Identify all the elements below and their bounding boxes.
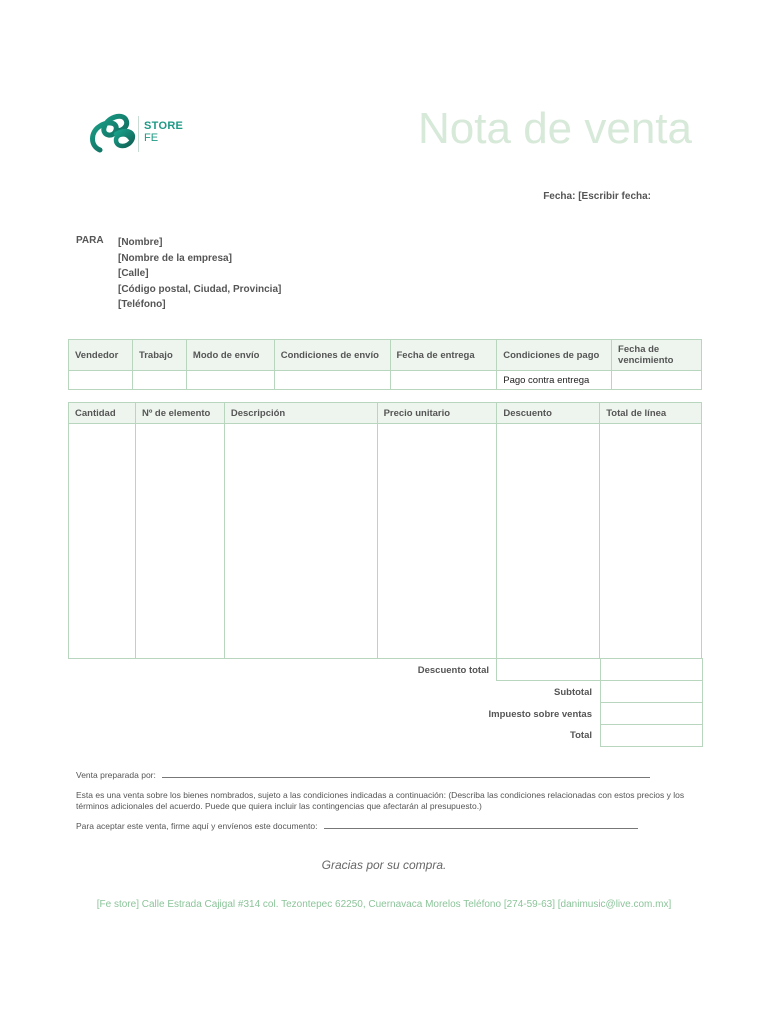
col-modo-envio: Modo de envío (186, 340, 274, 371)
cell-fecha-entrega[interactable] (390, 371, 497, 390)
col-fecha-entrega: Fecha de entrega (390, 340, 497, 371)
subtotal-box[interactable] (600, 680, 703, 703)
shipping-table (68, 339, 702, 390)
footer-contact: [Fe store] Calle Estrada Cajigal #314 col. Tezontepec 62250, Cuernavaca Morelos Teléfono [274-59-63] [danimusic@live.com.mx] (96, 899, 672, 910)
cell-cantidad[interactable] (69, 424, 136, 659)
col-trabajo: Trabajo (132, 340, 186, 371)
cell-fecha-vencimiento[interactable] (612, 371, 702, 390)
col-cantidad: Cantidad (69, 403, 136, 424)
logo-text (144, 120, 183, 144)
accept-label: Para aceptar este venta, firme aquí y envíenos este documento: (76, 821, 318, 831)
descuento-total-box[interactable] (600, 658, 703, 681)
prepared-by-row (76, 770, 676, 780)
shipping-table-header (69, 340, 702, 371)
col-fecha-vencimiento: Fecha de vencimiento (612, 340, 702, 371)
cell-condiciones-pago[interactable]: Pago contra entrega (497, 371, 612, 390)
cell-modo-envio[interactable] (186, 371, 274, 390)
recipient-phone[interactable]: [Teléfono] (118, 299, 166, 310)
total-box[interactable] (600, 724, 703, 747)
cell-trabajo[interactable] (132, 371, 186, 390)
prepared-by-line[interactable] (162, 777, 650, 778)
cell-descuento[interactable] (497, 424, 600, 659)
document-title: Nota de venta (418, 104, 692, 153)
date-field[interactable]: Fecha: [Escribir fecha: (543, 191, 651, 202)
descuento-total-discount-box[interactable] (496, 658, 601, 681)
recipient-name[interactable]: [Nombre] (118, 237, 163, 248)
signature-line[interactable] (324, 828, 638, 829)
items-table (68, 402, 702, 659)
impuesto-box[interactable] (600, 702, 703, 725)
cell-precio-unitario[interactable] (377, 424, 497, 659)
recipient-city[interactable]: [Código postal, Ciudad, Provincia] (118, 283, 282, 295)
cell-condiciones-envio[interactable] (274, 371, 390, 390)
total-label: Total (570, 730, 592, 741)
col-total-linea: Total de línea (600, 403, 702, 424)
col-descripcion: Descripción (224, 403, 377, 424)
col-precio-unitario: Precio unitario (377, 403, 497, 424)
col-descuento: Descuento (497, 403, 600, 424)
items-table-body (69, 424, 702, 659)
col-condiciones-envio: Condiciones de envío (274, 340, 390, 371)
cell-descripcion[interactable] (224, 424, 377, 659)
prepared-by-label: Venta preparada por: (76, 770, 156, 780)
recipient-company[interactable]: [Nombre de la empresa] (118, 252, 232, 264)
recipient-street[interactable]: [Calle] (118, 268, 149, 279)
para-label: PARA (76, 235, 104, 246)
col-condiciones-pago: Condiciones de pago (497, 340, 612, 371)
logo-store: STORE (144, 120, 184, 132)
recipient-block (118, 235, 281, 313)
accept-row (76, 821, 676, 831)
thank-you-message: Gracias por su compra. (321, 858, 447, 872)
impuesto-label: Impuesto sobre ventas (488, 709, 592, 720)
col-vendedor: Vendedor (69, 340, 133, 371)
shipping-table-row (69, 371, 702, 390)
descuento-total-label: Descuento total (417, 665, 489, 676)
logo-fe: FE (144, 132, 159, 144)
items-table-header (69, 403, 702, 424)
subtotal-label: Subtotal (554, 687, 592, 698)
cell-vendedor[interactable] (69, 371, 133, 390)
cell-total-linea[interactable] (600, 424, 702, 659)
col-numero-elemento: Nº de elemento (135, 403, 224, 424)
conditions-text: Esta es una venta sobre los bienes nombrados, sujeto a las condiciones indicadas a continuación: (Describa las condiciones relacionadas con estos precios y los términos adicionales del acuerdo. Puede que quiera incluir las contingencias que afectarán al presupuesto.) (76, 790, 685, 811)
cell-numero-elemento[interactable] (135, 424, 224, 659)
logo-divider (138, 116, 139, 152)
